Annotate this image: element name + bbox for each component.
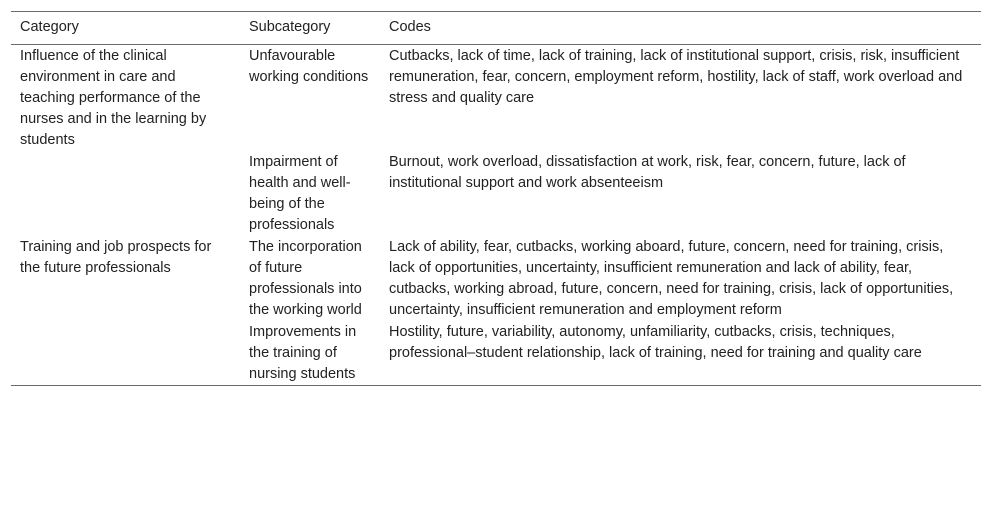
table-row	[11, 151, 981, 236]
cell-category	[11, 321, 240, 386]
header-row	[11, 12, 981, 45]
cell-codes: Hostility, future, variability, autonomy, unfamiliarity, cutbacks, crisis, techniques, professional–student relationship, lack of training, need for training and quality care	[389, 324, 922, 361]
cell-subcategory: Unfavourable working conditions	[249, 48, 369, 85]
table-body	[11, 45, 981, 386]
header-category: Category	[20, 19, 79, 35]
table-row	[11, 45, 981, 152]
categories-table-container	[11, 11, 981, 386]
table-header	[11, 12, 981, 45]
cell-subcategory: Improvements in the training of nursing students	[249, 324, 357, 382]
cell-codes: Burnout, work overload, dissatisfaction at work, risk, fear, concern, future, lack of institutional support and work absenteeism	[389, 154, 906, 191]
cell-category: Influence of the clinical environment in care and teaching performance of the nurses and in the learning by students	[20, 48, 207, 148]
table-row	[11, 321, 981, 386]
header-codes: Codes	[389, 19, 431, 35]
cell-category: Training and job prospects for the future professionals	[20, 239, 212, 276]
categories-table	[11, 11, 981, 386]
cell-codes: Lack of ability, fear, cutbacks, working aboard, future, concern, need for training, crisis, lack of opportunities, uncertainty, insufficient remuneration and lack of ability, fear, cutbacks, working abroad, future, concern, need for training, crisis, lack of opportunities, uncertainty, insufficient remuneration and employment reform	[389, 239, 954, 318]
cell-subcategory: Impairment of health and well-being of the professionals	[249, 154, 351, 233]
cell-category	[11, 151, 240, 236]
header-subcategory: Subcategory	[249, 19, 331, 35]
cell-codes: Cutbacks, lack of time, lack of training, lack of institutional support, crisis, risk, insufficient remuneration, fear, concern, employment reform, hostility, lack of staff, work overload and stress and quality care	[389, 48, 963, 106]
table-row	[11, 236, 981, 321]
cell-subcategory: The incorporation of future professionals into the working world	[249, 239, 362, 318]
